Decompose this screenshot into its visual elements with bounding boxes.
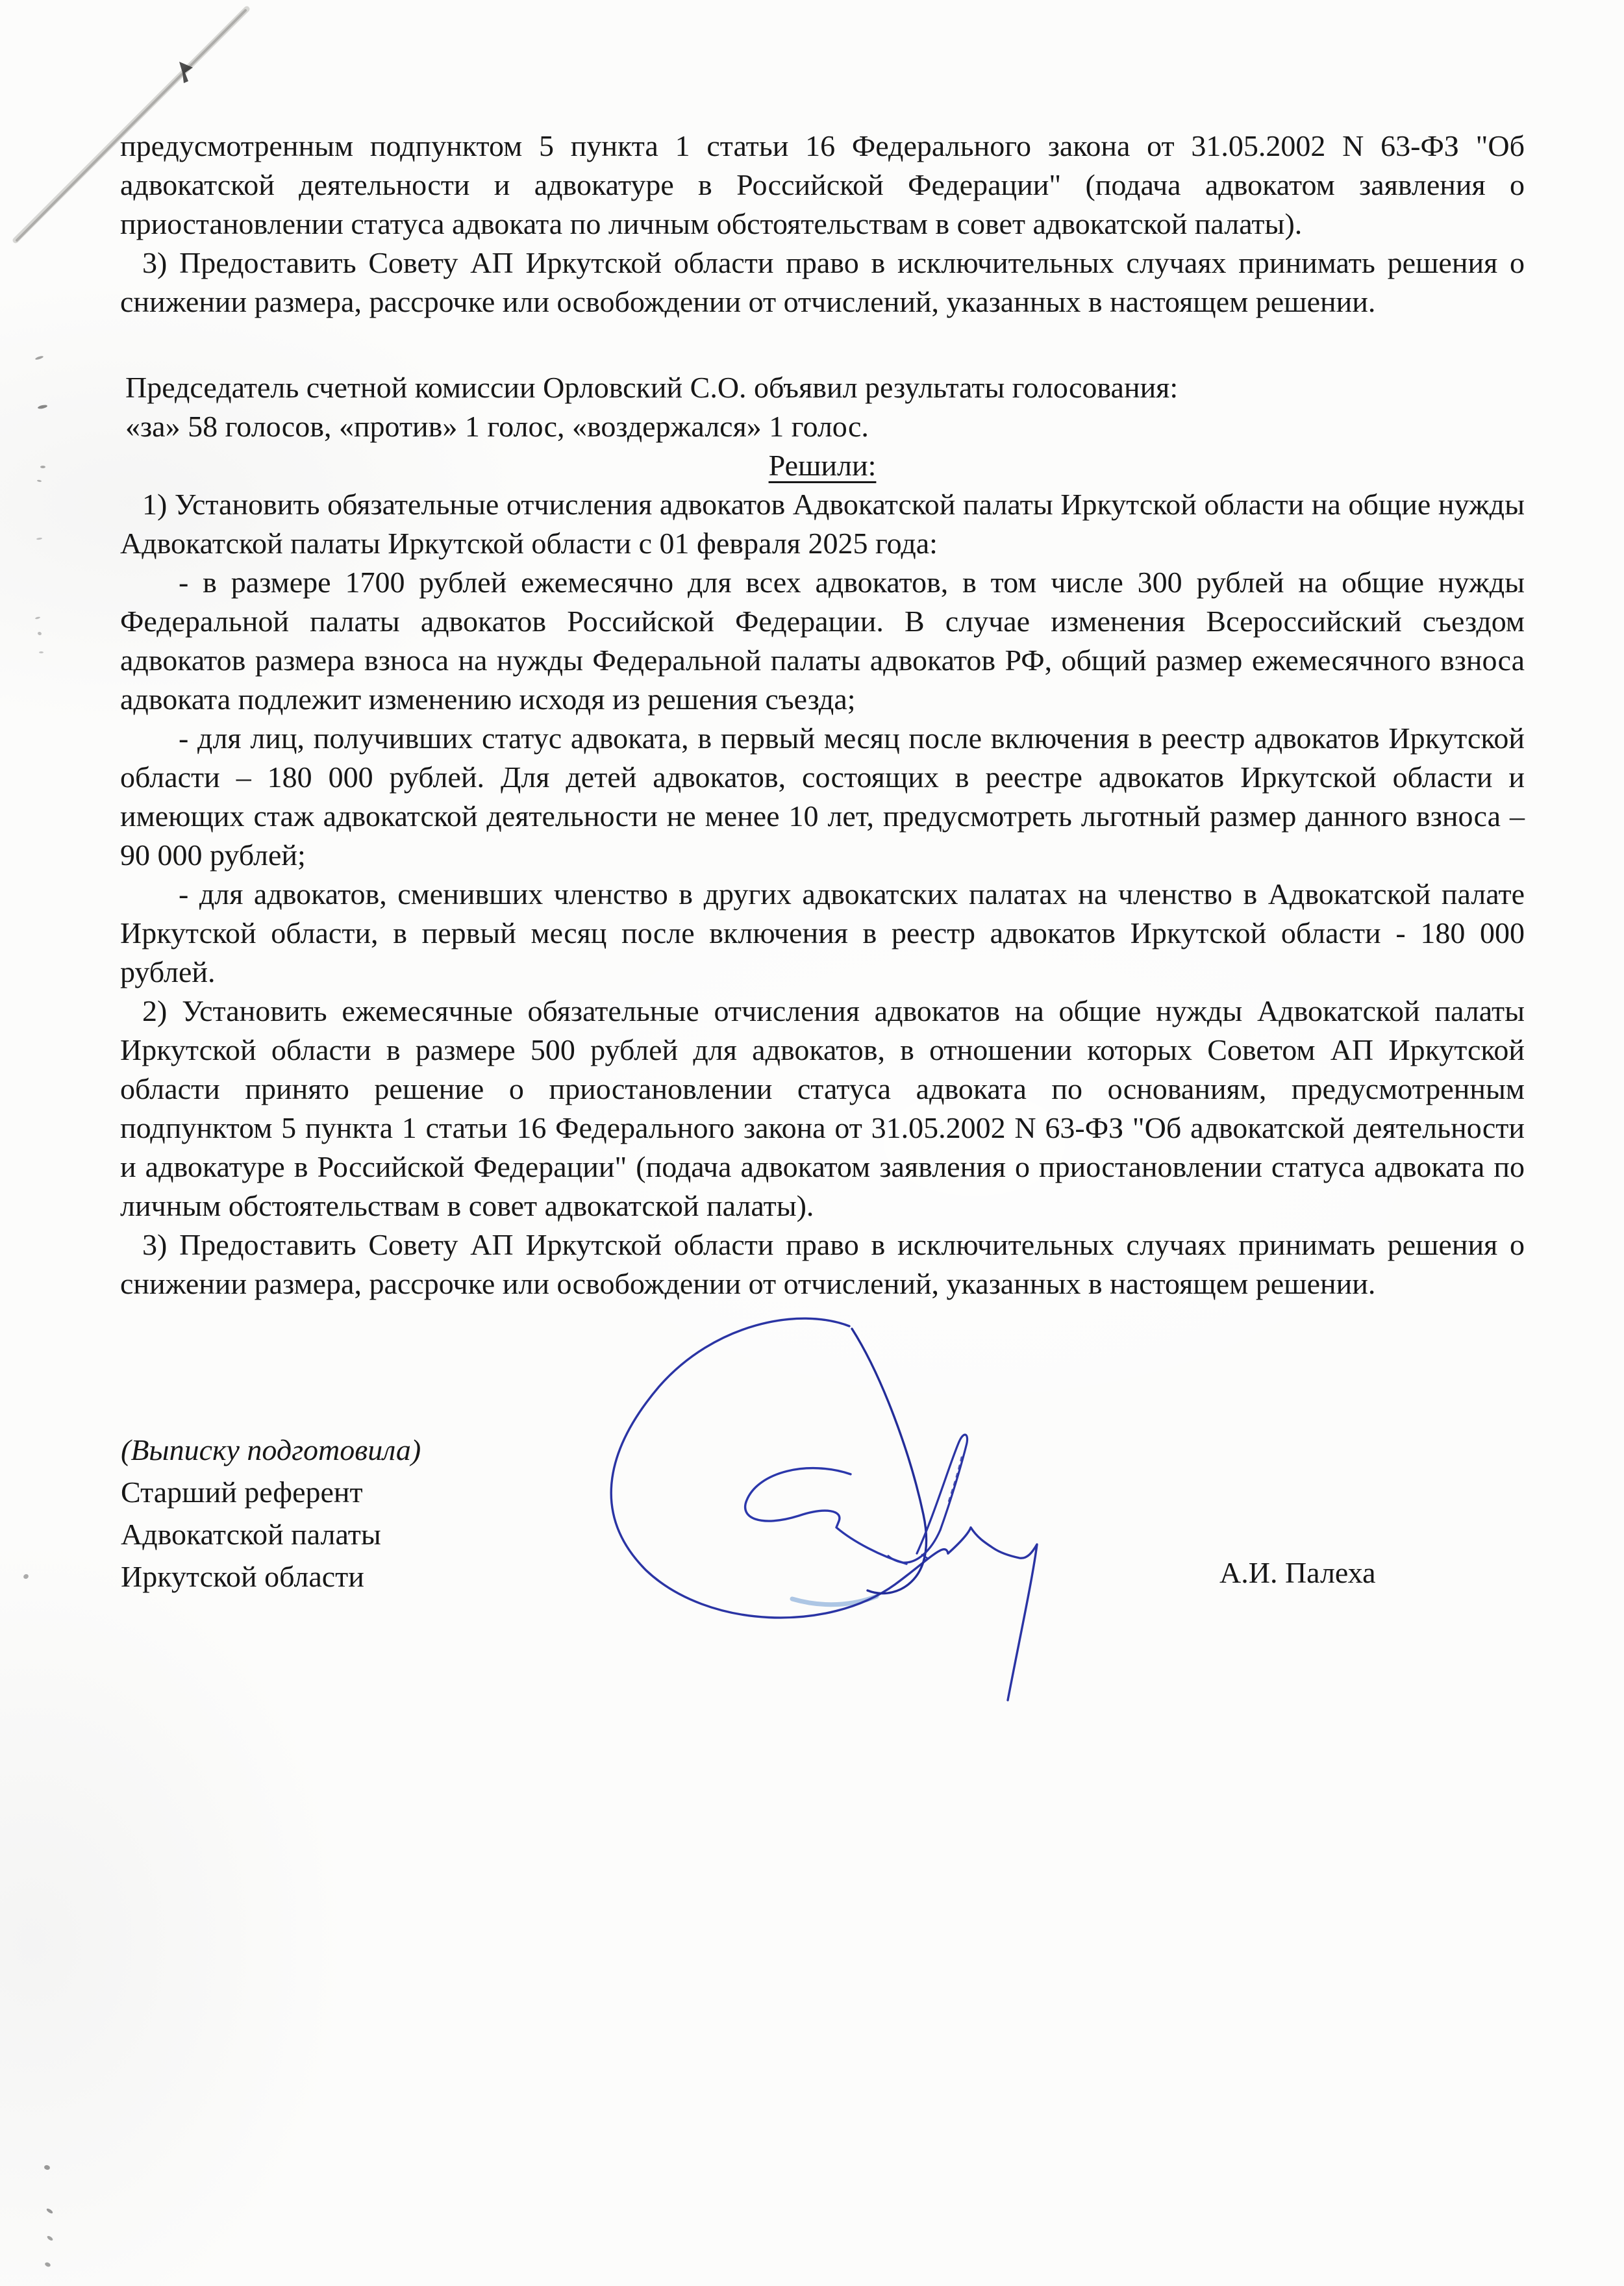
signer-position-line: Иркутской области — [121, 1560, 364, 1593]
scan-speck — [35, 616, 41, 620]
voting-results-line: «за» 58 голосов, «против» 1 голос, «воздержался» 1 голос. — [125, 410, 869, 443]
resolution-paragraph: - для адвокатов, сменивших членство в других адвокатских палатах на членство в Адвокатской палате Иркутской области, в первый месяц после включения в реестр адвокатов Иркутской области - 180 000 рублей. — [120, 877, 1525, 988]
voting-results-line: Председатель счетной комиссии Орловский С.О. объявил результаты голосования: — [125, 371, 1179, 404]
signer-name: А.И. Палеха — [1219, 1556, 1376, 1589]
scan-speck — [44, 2165, 51, 2170]
scan-speck — [40, 466, 45, 468]
scan-speck — [46, 2235, 53, 2242]
resolution-paragraph: 3) Предоставить Совету АП Иркутской области право в исключительных случаях принимать решения о снижении размера, рассрочке или освобождении от отчислений, указанных в настоящем решении. — [120, 1228, 1525, 1300]
scan-speck — [23, 1573, 29, 1579]
scan-speck — [46, 2207, 54, 2214]
resolution-paragraph: 1) Установить обязательные отчисления адвокатов Адвокатской палаты Иркутской области на общие нужды Адвокатской палаты Иркутской области с 01 февраля 2025 года: — [120, 488, 1525, 560]
document-body — [120, 127, 1525, 1303]
prepared-by-note: (Выписку подготовила) — [121, 1433, 421, 1466]
resolution-paragraph: - в размере 1700 рублей ежемесячно для всех адвокатов, в том числе 300 рублей на общие нужды Федеральной палаты адвокатов Российской Федерации. В случае изменения Всероссийский съездом адвокатов размера взноса на нужды Федеральной палаты адвокатов РФ, общий размер ежемесячного взноса адвоката подлежит изменению исходя из решения съезда; — [120, 566, 1525, 716]
scan-speck — [37, 631, 42, 636]
signer-block — [121, 1429, 575, 1598]
body-paragraph: 3) Предоставить Совету АП Иркутской области право в исключительных случаях принимать решения о снижении размера, рассрочке или освобождении от отчислений, указанных в настоящем решении. — [120, 246, 1525, 318]
scan-speck — [44, 2261, 51, 2267]
resolution-paragraph: - для лиц, получивших статус адвоката, в первый месяц после включения в реестр адвокатов Иркутской области – 180 000 рублей. Для детей адвокатов, состоящих в реестре адвокатов Иркутской области и имеющих стаж адвокатской деятельности не менее 10 лет, предусмотреть льготный размер данного взноса – 90 000 рублей; — [120, 722, 1525, 872]
signer-position-line: Адвокатской палаты — [121, 1518, 381, 1551]
scan-speck — [39, 651, 44, 653]
signer-position-line: Старший референт — [121, 1476, 363, 1509]
scan-speck — [37, 479, 42, 482]
scan-speck — [36, 537, 42, 540]
voting-results-block — [120, 368, 1525, 446]
scan-speck — [35, 355, 44, 360]
resolution-heading: Решили: — [768, 449, 877, 482]
scan-speck — [38, 404, 48, 409]
resolution-paragraph: 2) Установить ежемесячные обязательные отчисления адвокатов на общие нужды Адвокатской палаты Иркутской области в размере 500 рублей для адвокатов, в отношении которых Советом АП Иркутской области принято решение о приостановлении статуса адвоката по основаниям, предусмотренным подпунктом 5 пункта 1 статьи 16 Федерального закона от 31.05.2002 N 63-ФЗ "Об адвокатской деятельности и адвокатуре в Российской Федерации" (подача адвокатом заявления о приостановлении статуса адвоката по личным обстоятельствам в совет адвокатской палаты). — [120, 994, 1525, 1222]
signature-ink — [584, 1299, 1052, 1721]
body-paragraph: предусмотренным подпунктом 5 пункта 1 статьи 16 Федерального закона от 31.05.2002 N 63-ФЗ "Об адвокатской деятельности и адвокатуре в Российской Федерации" (подача адвокатом заявления о приостановлении статуса адвоката по личным обстоятельствам в совет адвокатской палаты). — [120, 129, 1525, 240]
